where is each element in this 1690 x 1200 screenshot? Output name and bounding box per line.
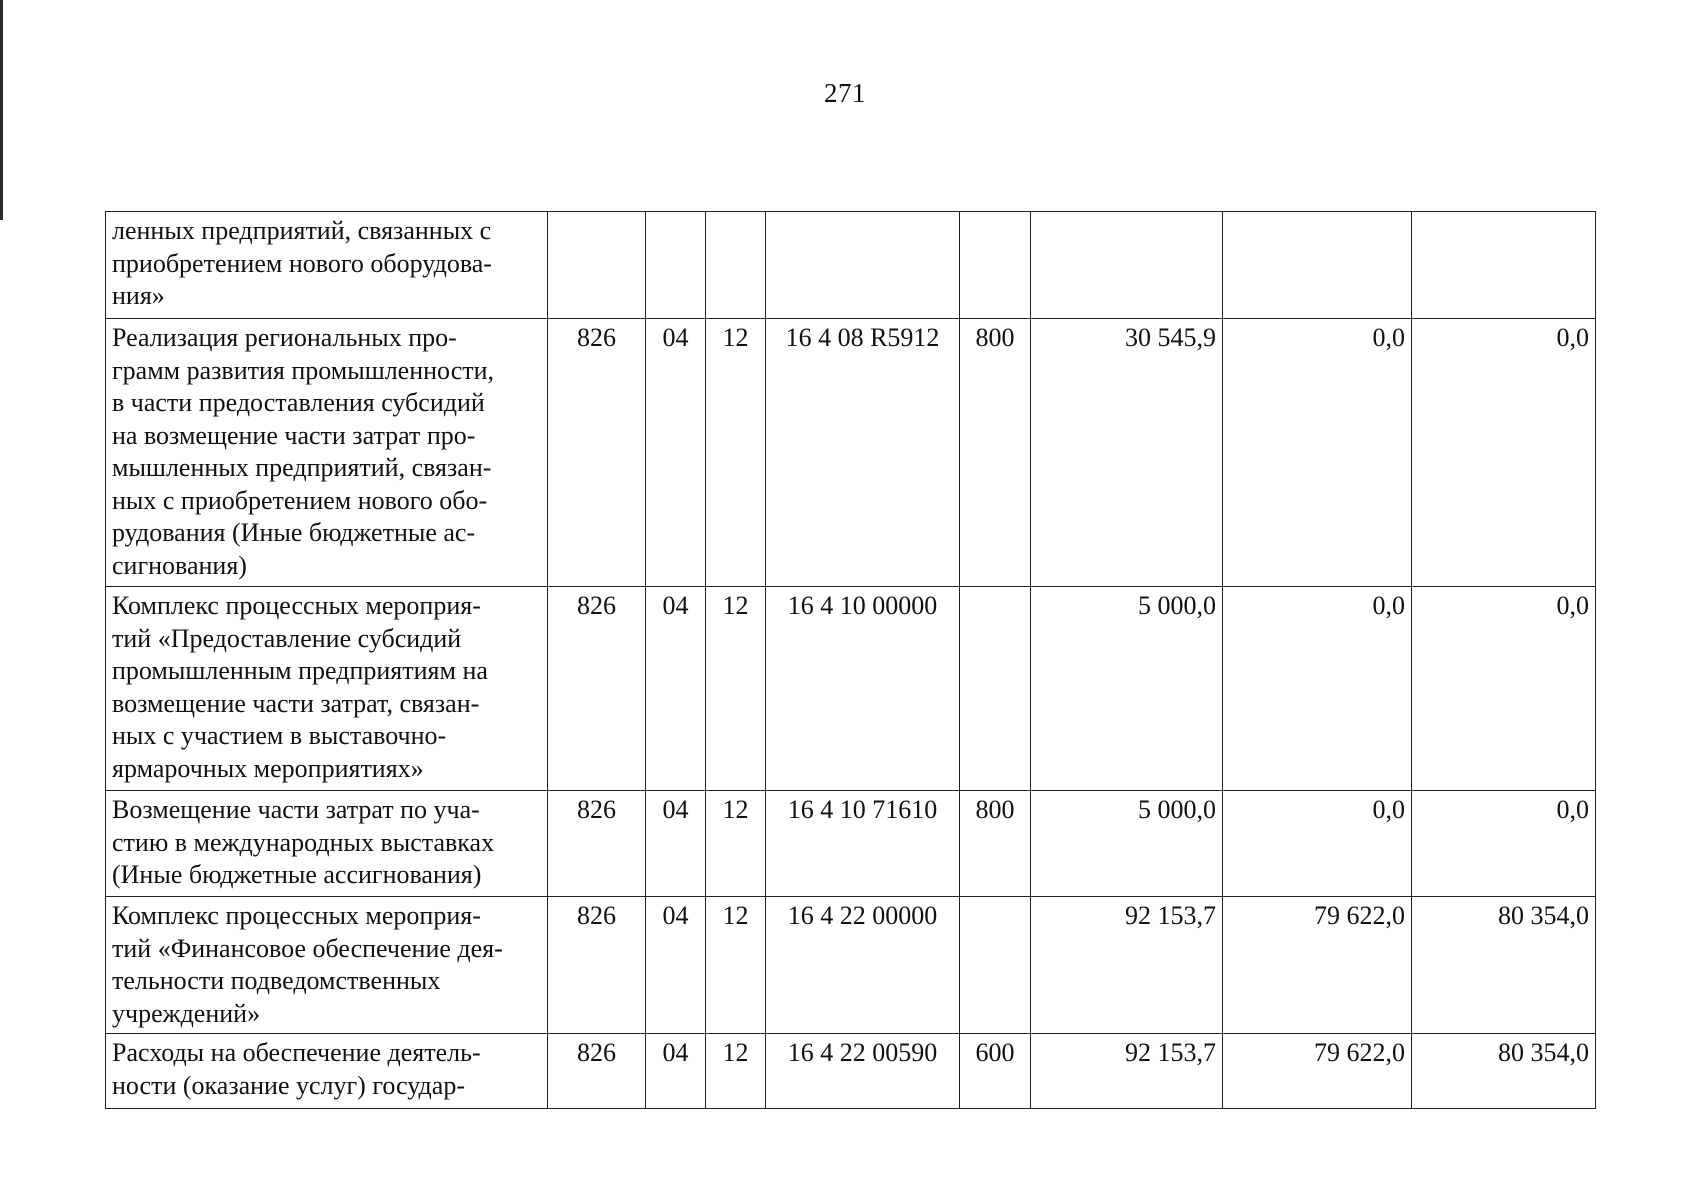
table-row [106, 1034, 1596, 1109]
expense-type-code: 600 [960, 1034, 1031, 1109]
ministry-code: 826 [548, 587, 646, 791]
subsection-code: 12 [706, 791, 766, 897]
amount-year-2: 0,0 [1223, 791, 1412, 897]
ministry-code: 826 [548, 897, 646, 1034]
amount-year-2: 0,0 [1223, 587, 1412, 791]
amount-year-1: 92 153,7 [1031, 897, 1223, 1034]
target-article-code: 16 4 10 00000 [766, 587, 960, 791]
amount-year-3: 80 354,0 [1412, 897, 1596, 1034]
amount-year-1: 92 153,7 [1031, 1034, 1223, 1109]
amount-year-2: 79 622,0 [1223, 897, 1412, 1034]
ministry-code: 826 [548, 319, 646, 587]
subsection-code: 12 [706, 319, 766, 587]
target-article-code: 16 4 08 R5912 [766, 319, 960, 587]
expense-type-code: 800 [960, 791, 1031, 897]
expense-type-code [960, 897, 1031, 1034]
amount-year-2 [1223, 212, 1412, 319]
section-code: 04 [646, 587, 706, 791]
amount-year-1: 5 000,0 [1031, 791, 1223, 897]
target-article-code: 16 4 10 71610 [766, 791, 960, 897]
row-description: Расходы на обеспечение деятель- ности (оказание услуг) государ- [106, 1034, 548, 1109]
scan-edge-line [0, 0, 3, 220]
table-row [106, 587, 1596, 791]
amount-year-3 [1412, 212, 1596, 319]
subsection-code: 12 [706, 897, 766, 1034]
ministry-code [548, 212, 646, 319]
expense-type-code [960, 587, 1031, 791]
row-description: Комплекс процессных мероприя- тий «Финансовое обеспечение дея- тельности подведомственных учреждений» [106, 897, 548, 1034]
table-row [106, 897, 1596, 1034]
row-description: Реализация региональных про- грамм развития промышленности, в части предоставления субсидий на возмещение части затрат про- мышленных предприятий, связан- ных с приобретением нового обо- рудования (Иные бюджетные ас- сигнования) [106, 319, 548, 587]
section-code [646, 212, 706, 319]
amount-year-2: 79 622,0 [1223, 1034, 1412, 1109]
row-description: ленных предприятий, связанных с приобретением нового оборудова- ния» [106, 212, 548, 319]
subsection-code: 12 [706, 587, 766, 791]
amount-year-3: 0,0 [1412, 791, 1596, 897]
budget-table [105, 211, 1596, 1109]
table-row [106, 791, 1596, 897]
subsection-code [706, 212, 766, 319]
row-description: Комплекс процессных мероприя- тий «Предоставление субсидий промышленным предприятиям на возмещение части затрат, связан- ных с участием в выставочно- ярмарочных мероприятиях» [106, 587, 548, 791]
expense-type-code: 800 [960, 319, 1031, 587]
target-article-code: 16 4 22 00590 [766, 1034, 960, 1109]
amount-year-1 [1031, 212, 1223, 319]
page-number: 271 [824, 78, 866, 108]
amount-year-3: 0,0 [1412, 587, 1596, 791]
row-description: Возмещение части затрат по уча- стию в международных выставках (Иные бюджетные ассигнования) [106, 791, 548, 897]
section-code: 04 [646, 897, 706, 1034]
amount-year-3: 80 354,0 [1412, 1034, 1596, 1109]
table-row [106, 319, 1596, 587]
amount-year-3: 0,0 [1412, 319, 1596, 587]
ministry-code: 826 [548, 791, 646, 897]
amount-year-1: 5 000,0 [1031, 587, 1223, 791]
section-code: 04 [646, 791, 706, 897]
ministry-code: 826 [548, 1034, 646, 1109]
section-code: 04 [646, 319, 706, 587]
expense-type-code [960, 212, 1031, 319]
amount-year-1: 30 545,9 [1031, 319, 1223, 587]
table-row [106, 212, 1596, 319]
subsection-code: 12 [706, 1034, 766, 1109]
target-article-code [766, 212, 960, 319]
section-code: 04 [646, 1034, 706, 1109]
amount-year-2: 0,0 [1223, 319, 1412, 587]
target-article-code: 16 4 22 00000 [766, 897, 960, 1034]
